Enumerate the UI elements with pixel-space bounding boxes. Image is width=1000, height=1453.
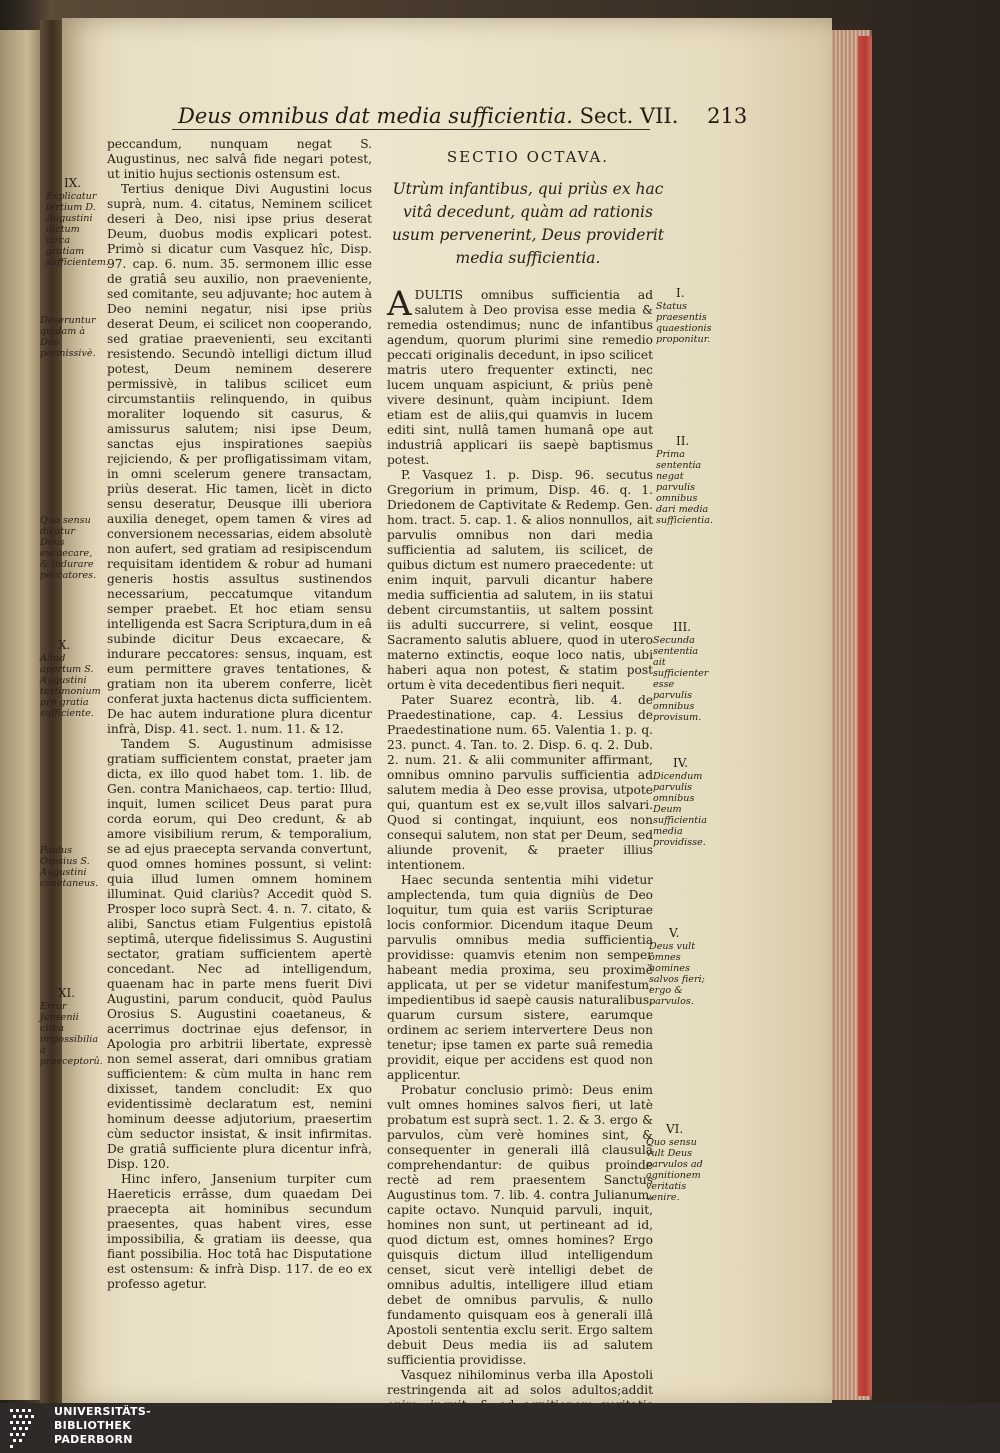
- drop-cap: A: [387, 284, 412, 324]
- margin-note-number: IV.: [673, 756, 689, 770]
- margin-note-deseruntur: [40, 315, 96, 359]
- paragraph-text: omnibus sufficientia ad salutem à Deo provisa esse media & remedia ostendimus; nunc de infantibus agendum, quorum plurimi sine remedio peccati originalis decedunt, in ipso scilicet matris utero frequenter extincti, nec lucem unquam aspiciunt, & priùs penè vivere desinunt, quàm incipiunt. Idem etiam est de aliis,qui quamvis in lucem editi sint, nullâ tamen humanâ ope aut industriâ applicari iis saepè baptismus potest.: [387, 288, 654, 467]
- library-logo-icon: [8, 1407, 48, 1453]
- paragraph: Pater Suarez econtrà, lib. 4. de Praedestinatione, cap. 4. Lessius de Praedestinatione num. 65. Valentia 1. p. q. 23. punct. 4. Tan. to. 2. Disp. 6. q. 2. Dub. 2. num. 21. & alii communiter affirmant, omnibus omnino parvulis sufficientia ad salutem media à Deo esse provisa, utpote qui, quantum est ex se,vult illos salvari. Quod si contingat, inquiunt, eos non consequi salutem, non stat per Deum, sed aliunde provenit, & praeter illius intentionem.: [387, 693, 653, 872]
- margin-note-text: Aliud apertum S. Augustini testimonium pro gratia sufficiente.: [40, 653, 101, 719]
- paragraph: Tandem S. Augustinum admisisse gratiam sufficientem constat, praeter jam dicta, ex illo quod habet tom. 1. lib. de Gen. contra Manichaeos, cap. tertio: Illud, inquit, lumen scilicet Deus parat pura corda eorum, qui Deo credunt, & ab amore visibilium rerum, & temporalium, se ad ejus praecepta servanda convertunt, quod omnes homines possunt, si velint: quia illud lumen omnem hominem illuminat. Quid clariùs? Accedit quòd S. Prosper loco suprà Sect. 4. n. 7. citato, & alibi, Sanctus etiam Fulgentius epistolâ septimâ, uterque fidelissimus S. Augustini sectator, gratiam sufficientem apertè concedant. Nec ad intelligendum, quaenam hac in parte mens fuerit Divi Augustini, parum conducit, quòd Paulus Orosius S. Augustini coaetaneus, & acerrimus doctrinae ejus defensor, in Apologia pro arbitrii libertate, expressè non semel asserat, dari omnibus gratiam sufficientem: & cùm multa in hanc rem dixisset, tandem concludit: Ex quo evidentissimè declaratum est, nemini hominum deesse adjutorium, praesertim cùm seductor insistat, & insit infirmitas. De gratiâ sufficiente plura dicentur infrà, Disp. 120.: [107, 737, 372, 1171]
- right-text-column: [387, 284, 654, 1453]
- opening-paragraph: [387, 284, 654, 468]
- margin-note-text: Quo sensu vult Deus parvulos ad agnitionem veritatis venire.: [646, 1137, 703, 1203]
- margin-note-text: Paulus Orosius S. Augustini coaetaneus.: [40, 845, 99, 889]
- section-label: Sect. VII.: [579, 104, 679, 128]
- paragraph: P. Vasquez 1. p. Disp. 96. secutus Gregorium in primum, Disp. 46. q. 1. Driedonem de Captivitate & Redemp. Gen. hom. tract. 5. cap. 1. & alios nonnullos, ait parvulis omnibus non dari media sufficientia ad salutem, iis scilicet, de quibus dictum est numero praecedente: ut enim inquit, parvuli dicantur habere media sufficientia ad salutem, in iis statui debent circumstantiis, ut saltem possint iis adulti succurrere, si velint, eosque Sacramento salutis abluere, quod in utero materno extinctis, eoque loco natis, ubi haberi aqua non potest, & statim post ortum è vita decedentibus fieri nequit.: [387, 468, 653, 692]
- margin-note-number: III.: [673, 620, 692, 634]
- margin-note-x: [40, 638, 101, 719]
- margin-note-text: Deseruntur quidam à Deo permissivè.: [40, 315, 96, 359]
- margin-note-iii: [653, 622, 713, 723]
- margin-note-i: [656, 288, 716, 345]
- margin-note-number: II.: [676, 434, 690, 448]
- library-name: [54, 1405, 151, 1447]
- section-title: SECTIO OCTAVA.: [446, 148, 610, 166]
- paragraph: Probatur conclusio primò: Deus enim vult omnes homines salvos fieri, ut latè probatum est suprà sect. 1. 2. & 3. ergo & parvulos, cùm verè homines sint, & consequenter in generali illâ clausulâ comprehendantur: de quibus proinde rectè ad rem praesentem Sanctus Augustinus tom. 7. lib. 4. contra Julianum, capite octavo. Nunquid parvuli, inquit, homines non sunt, ut pertineant ad id, quod dictum est, omnes homines? Ergo quisquis dictum illud intelligendum censet, sicut verè intelligi debet de omnibus adultis, intelligere illud etiam debet de omnibus parvulis, & nullo fundamento quisquam eos à generali illâ Apostoli sententia exclu serit. Ergo saltem debuit Deus media iis ad salutem sufficientia providisse.: [387, 1083, 653, 1367]
- left-page-edge: [0, 30, 45, 1400]
- margin-note-text: Deus vult omnes homines salvos fieri; ergo & parvulos.: [649, 941, 705, 1007]
- margin-note-number: VI.: [666, 1122, 684, 1136]
- running-title: Deus omnibus dat media sufficientia.: [178, 104, 573, 128]
- paragraph: Tertius denique Divi Augustini locus suprà, num. 4. citatus, Neminem scilicet deseri à Deo, nisi ipse prius deserat Deum, duobus modis explicari potest. Primò si dicatur cum Vasquez hîc, Disp. 97. cap. 6. num. 35. sermonem illic esse de gratiâ seu auxilio, non praeveniente, sed comitante, seu adjuvante; hoc autem à Deo nemini negatur, nisi ipse priùs deserat Deum, ei scilicet non cooperando, sed gratiae praevenienti, seu excitanti resistendo. Secundò intelligi dictum illud potest, Deum neminem deserere permissivè, in talibus scilicet eum circumstantiis relinquendo, in quibus moraliter loquendo sit casurus, & amissurus salutem; nisi ipse Deum, sanctas ejus inspirationes saepiùs rejiciendo, & per profligatissimam vitam, in omni scelerum genere transactam, priùs deserat. Hic tamen, licèt in dicto sensu deseratur, Deusque illi uberiora auxilia deneget, opem tamen & vires ad conversionem necessarias, eidem absolutè non aufert, sed gratiam ad resipiscendum requisitam identidem & robur ad humani generis hostis assultus sustinendos necessarium, peccatumque vitandum semper praebet. Et hoc etiam sensu intelligenda est Sacra Scriptura,dum in eâ subinde dicitur Deus excaecare, & indurare peccatores: sensus, inquam, est eum permittere graves tentationes, & gratiam non ita uberem conferre, licèt conferat juxta hactenus dicta sufficientem. De hac autem induratione plura dicentur infrà, Disp. 41. sect. 1. num. 11. & 12.: [107, 182, 372, 736]
- margin-note-quo-sensu: [40, 515, 98, 581]
- library-name-line: UNIVERSITÄTS-: [54, 1405, 151, 1418]
- margin-note-number: XI.: [58, 986, 76, 1000]
- library-name-line: BIBLIOTHEK: [54, 1419, 132, 1432]
- margin-note-text: Dicendum parvulis omnibus Deum sufficientia media providisse.: [653, 771, 707, 848]
- margin-note-text: Secunda sententia ait sufficienter esse parvulis omnibus provisum.: [653, 635, 709, 723]
- margin-note-text: Prima sententia negat parvulis omnibus dari media sufficientia.: [656, 449, 713, 526]
- first-word: DULTIS: [414, 288, 463, 302]
- margin-note-orosius: [40, 845, 99, 889]
- paragraph: Haec secunda sententia mihi videtur amplectenda, tum quia digniùs de Deo loquitur, tum quia est variis Scripturae locis conformior. Dicendum itaque Deum parvulis omnibus media sufficientia providisse: quamvis etenim non semper habeant media proxima, seu proximè applicata, ut per se videtur manifestum, impedientibus id saepè causis naturalibus, quarum cursum sistere, earumque ordinem ac seriem intervertere Deus non tenetur; ipse tamen ex parte suâ remedia providit, eique per accidens est quod non applicentur.: [387, 873, 653, 1082]
- library-name-line: PADERBORN: [54, 1433, 133, 1446]
- section-subtitle: Utrùm infantibus, qui priùs ex hac vitâ decedunt, quàm ad rationis usum pervenerint, Deus providerit media sufficientia.: [391, 180, 665, 267]
- paragraph: Vasquez nihilominus verba illa Apostoli restringenda ait ad solos adultos;addit: [387, 1368, 653, 1397]
- red-page-edge: [858, 36, 872, 1396]
- margin-note-text: Status praesentis quaestionis proponitur.: [656, 301, 712, 345]
- margin-note-number: V.: [669, 926, 680, 940]
- header-rule: [172, 129, 650, 130]
- margin-note-xi: [40, 986, 103, 1067]
- margin-note-number: I.: [676, 286, 685, 300]
- margin-note-ix: [46, 176, 109, 268]
- margin-note-iv: [653, 758, 713, 848]
- margin-note-vi: [646, 1124, 706, 1203]
- page-number: 213: [707, 104, 748, 128]
- left-text-column: [107, 137, 372, 1292]
- margin-note-number: X.: [58, 638, 71, 652]
- running-header: [178, 104, 747, 128]
- paragraph: Hinc infero, Jansenium turpiter cum Haereticis errâsse, dum quaedam Dei praecepta ait hominibus secundum praesentes, quas habent vires, esse impossibilia, & gratiam iis deesse, qua fiant possibilia. Hoc totâ hac Disputatione est ostensum: & infrà Disp. 117. de eo ex professo agetur.: [107, 1172, 372, 1291]
- margin-note-text: Quo sensu dicatur Deus excaecare, & indurare peccatores.: [40, 515, 97, 581]
- paragraph: peccandum, nunquam negat S. Augustinus, nec salvâ fide negari potest, ut initio hujus sectionis ostensum est.: [107, 137, 372, 181]
- margin-note-ii: [656, 436, 716, 526]
- margin-note-text: Error Jansenii circa impossibilia à praeceptorû.: [40, 1001, 103, 1067]
- margin-note-number: IX.: [64, 176, 82, 190]
- margin-note-text: Explicatur tertium D. Augustini dictum circa gratiam sufficientem.: [46, 191, 109, 268]
- margin-note-v: [649, 928, 709, 1007]
